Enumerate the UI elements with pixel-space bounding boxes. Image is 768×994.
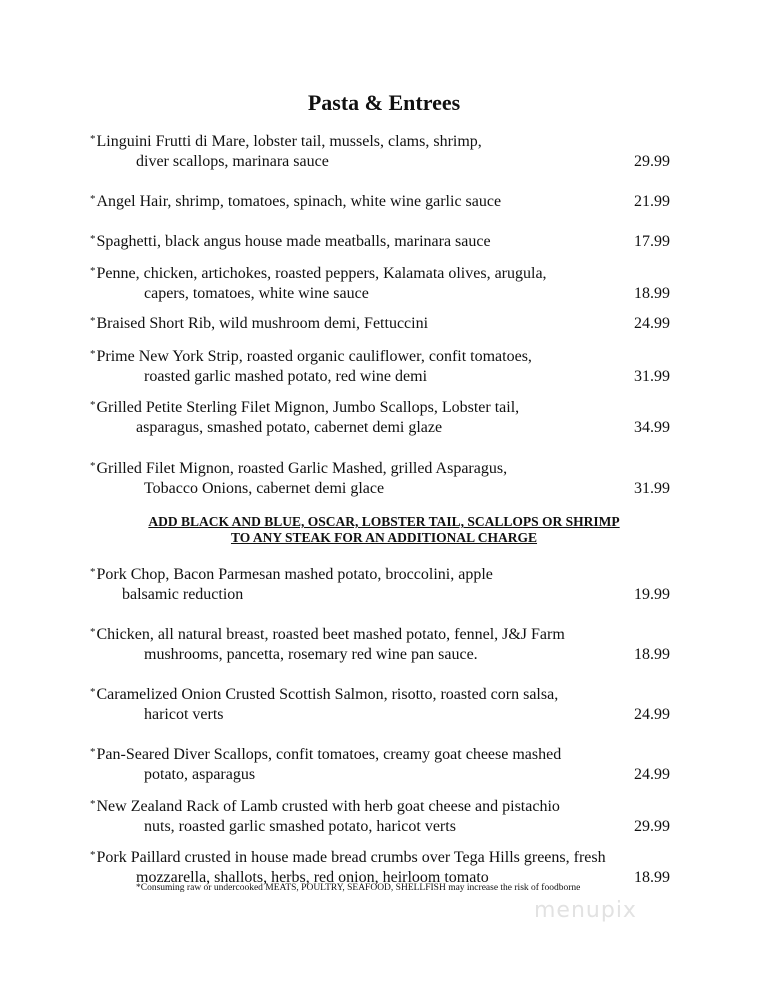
item-price: 29.99 [634,153,670,170]
menu-item-filet-mignon [90,456,670,499]
page-title: Pasta & Entrees [307,90,461,115]
menu-item-penne [90,261,670,304]
item-price: 21.99 [634,193,670,210]
item-description-line1: *Caramelized Onion Crusted Scottish Salmon, risotto, roasted corn salsa, [90,686,559,703]
menu-item-ny-strip [90,344,670,387]
menu-item-spaghetti [90,229,670,252]
item-price: 34.99 [634,419,670,436]
item-description-line2: balsamic reduction [122,586,244,603]
item-price: 31.99 [634,480,670,497]
item-description-line2: roasted garlic mashed potato, red wine demi [144,368,428,385]
menu-item-angel-hair [90,189,670,212]
item-price: 18.99 [634,285,670,302]
asterisk: * [90,798,96,810]
asterisk: * [90,566,96,578]
item-price: 29.99 [634,818,670,835]
menu-item-filet-scallops [90,395,670,438]
asterisk: * [90,265,96,277]
item-description-line1: *Pork Paillard crusted in house made bread crumbs over Tega Hills greens, fresh [90,849,606,866]
item-price: 17.99 [634,233,670,250]
asterisk: * [90,348,96,360]
item-description-line1: *Angel Hair, shrimp, tomatoes, spinach, white wine garlic sauce [90,193,502,210]
asterisk: * [90,686,96,698]
menu-item-salmon [90,682,670,725]
item-price: 19.99 [634,586,670,603]
asterisk: * [90,460,96,472]
menu-item-diver-scallops [90,742,670,785]
food-safety-disclaimer: *Consuming raw or undercooked MEATS, POULTRY, SEAFOOD, SHELLFISH may increase the risk of foodborne [136,883,581,893]
asterisk: * [90,133,96,145]
watermark-logo: menupix [534,898,637,923]
menu-item-pork-paillard [90,845,670,888]
menu-item-short-rib [90,311,670,334]
asterisk: * [90,193,96,205]
menu-item-chicken [90,622,670,665]
asterisk: * [90,399,96,411]
item-price: 18.99 [634,869,670,886]
item-description-line2: Tobacco Onions, cabernet demi glace [144,480,385,497]
item-description-line2: haricot verts [144,706,224,723]
item-description-line1: *Pan-Seared Diver Scallops, confit tomatoes, creamy goat cheese mashed [90,746,562,763]
item-price: 18.99 [634,646,670,663]
addon-line1: ADD BLACK AND BLUE, OSCAR, LOBSTER TAIL, SCALLOPS OR SHRIMP [148,514,620,529]
item-description-line1: *Linguini Frutti di Mare, lobster tail, mussels, clams, shrimp, [90,133,482,150]
asterisk: * [90,315,96,327]
menu-item-rack-of-lamb [90,794,670,837]
item-description-line1: *Spaghetti, black angus house made meatballs, marinara sauce [90,233,491,250]
item-price: 24.99 [634,706,670,723]
item-description-line1: *Penne, chicken, artichokes, roasted peppers, Kalamata olives, arugula, [90,265,547,282]
item-description-line2: diver scallops, marinara sauce [136,153,329,170]
item-price: 24.99 [634,766,670,783]
menu-item-pork-chop [90,562,670,605]
item-description-line1: *Prime New York Strip, roasted organic cauliflower, confit tomatoes, [90,348,532,365]
item-description-line2: mozzarella, shallots, herbs, red onion, heirloom tomato [136,869,489,886]
item-description-line2: capers, tomatoes, white wine sauce [144,285,369,302]
asterisk: * [90,233,96,245]
item-description-line1: *Grilled Petite Sterling Filet Mignon, Jumbo Scallops, Lobster tail, [90,399,520,416]
addon-line2: TO ANY STEAK FOR AN ADDITIONAL CHARGE [230,530,538,545]
item-description-line1: *Pork Chop, Bacon Parmesan mashed potato, broccolini, apple [90,566,493,583]
item-description-line2: nuts, roasted garlic smashed potato, haricot verts [144,818,456,835]
asterisk: * [90,626,96,638]
item-description-line2: asparagus, smashed potato, cabernet demi glaze [136,419,443,436]
item-description-line1: *Grilled Filet Mignon, roasted Garlic Mashed, grilled Asparagus, [90,460,508,477]
asterisk: * [90,746,96,758]
item-price: 24.99 [634,315,670,332]
asterisk: * [90,849,96,861]
item-description-line1: *Braised Short Rib, wild mushroom demi, Fettuccini [90,315,429,332]
item-price: 31.99 [634,368,670,385]
steak-addon-notice [0,514,768,546]
item-description-line1: *Chicken, all natural breast, roasted beet mashed potato, fennel, J&J Farm [90,626,565,643]
item-description-line2: potato, asparagus [144,766,256,783]
menu-item-linguini [90,129,670,172]
item-description-line1: *New Zealand Rack of Lamb crusted with herb goat cheese and pistachio [90,798,560,815]
item-description-line2: mushrooms, pancetta, rosemary red wine pan sauce. [144,646,478,663]
